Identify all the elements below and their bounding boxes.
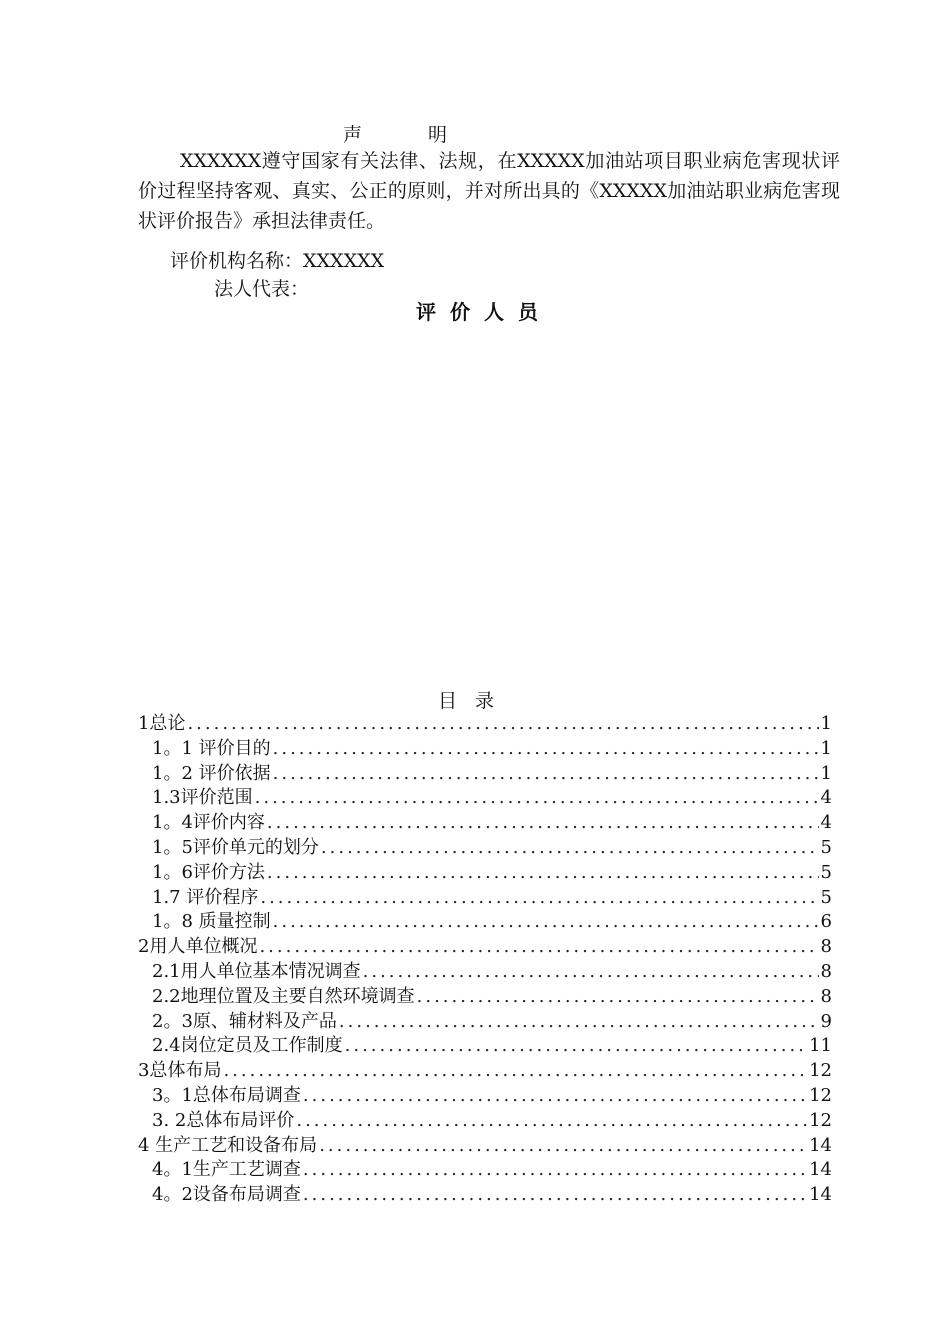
toc-entry-label: 2.2地理位置及主要自然环境调查 [152,985,415,1007]
toc-entry-page: 1 [820,713,832,734]
toc-entry-page: 5 [820,836,832,858]
toc-entry-label: 2。3原、辅材料及产品 [152,1010,337,1032]
toc-leader-dots [187,712,818,737]
legal-representative-line: 法人代表： [214,278,310,300]
toc-entry-page: 4 [820,812,832,834]
toc-entry[interactable] [138,1010,832,1035]
toc-entry-label: 3. 2总体布局评价 [152,1109,295,1131]
toc-entry-label: 2用人单位概况 [138,936,258,958]
toc-entry-label: 1。8 质量控制 [152,911,271,933]
toc-leader-dots [339,1010,819,1035]
toc-entry-label: 2.4岗位定员及工作制度 [152,1035,343,1057]
toc-entry-label: 1.3评价范围 [152,787,253,809]
toc-entry[interactable] [138,1059,832,1084]
toc-entry-page: 8 [820,960,832,982]
evaluation-org-line: 评价机构名称：XXXXXX [170,250,385,272]
toc-entry-label: 2.1用人单位基本情况调查 [152,960,361,982]
toc-entry-label: 3总体布局 [138,1060,222,1082]
toc-leader-dots [321,836,819,861]
toc-entry-label: 1.7 评价程序 [152,886,259,908]
toc-entry[interactable] [138,960,832,985]
evaluators-title: 评价人员 [416,300,552,324]
toc-entry-page: 14 [809,1184,832,1206]
toc-entry-label: 1总论 [138,713,186,734]
toc-leader-dots [417,985,819,1010]
toc-entry[interactable] [138,1183,832,1208]
toc-entry[interactable] [138,811,832,836]
toc-entry-label: 1。5评价单元的划分 [152,836,319,858]
toc-entry[interactable] [138,935,832,960]
toc-entry-page: 12 [809,1084,832,1106]
toc-leader-dots [267,861,819,886]
toc-leader-dots [296,1109,807,1134]
toc-entry[interactable] [138,910,832,935]
toc-entry-label: 4 生产工艺和设备布局 [138,1134,318,1156]
toc-leader-dots [363,960,819,985]
toc-title: 目录 [437,690,512,712]
toc-entry[interactable] [138,861,832,886]
toc-leader-dots [255,786,819,811]
toc-entry-label: 1。6评价方法 [152,861,265,883]
declaration-title: 声 明 [342,124,478,146]
table-of-contents [138,712,832,1208]
toc-leader-dots [319,1134,807,1159]
toc-entry-page: 12 [809,1109,832,1131]
toc-entry[interactable] [138,737,832,762]
toc-leader-dots [259,935,818,960]
toc-entry-label: 3。1总体布局调查 [152,1084,301,1106]
toc-entry-page: 11 [809,1035,832,1057]
toc-entry-label: 4。2设备布局调查 [152,1184,301,1206]
toc-entry-label: 4。1生产工艺调查 [152,1159,301,1181]
toc-leader-dots [260,886,818,911]
toc-leader-dots [273,737,819,762]
toc-entry[interactable] [138,1134,832,1159]
toc-leader-dots [273,762,819,787]
toc-entry-page: 6 [820,911,832,933]
toc-entry-page: 8 [820,985,832,1007]
toc-leader-dots [223,1059,807,1084]
toc-entry[interactable] [138,786,832,811]
toc-entry[interactable] [138,1084,832,1109]
toc-entry-page: 4 [820,787,832,809]
toc-entry[interactable] [138,762,832,787]
toc-entry[interactable] [138,836,832,861]
toc-entry[interactable] [138,1034,832,1059]
toc-entry-label: 1。2 评价依据 [152,762,271,784]
toc-leader-dots [267,811,819,836]
toc-entry[interactable] [138,712,832,737]
toc-entry-page: 5 [820,861,832,883]
toc-entry-label: 1。4评价内容 [152,812,265,834]
toc-entry-page: 12 [809,1060,832,1082]
declaration-body: XXXXXX遵守国家有关法律、法规，在XXXXX加油站项目职业病危害现状评价过程坚持客观、真实、公正的原则，并对所出具的《XXXXX加油站职业病危害现状评价报告》承担法律责任。 [138,150,840,232]
toc-entry-page: 14 [809,1159,832,1181]
toc-entry-page: 1 [820,762,832,784]
toc-entry-page: 9 [820,1010,832,1032]
toc-leader-dots [345,1034,807,1059]
toc-leader-dots [303,1183,807,1208]
toc-leader-dots [303,1084,807,1109]
toc-entry[interactable] [138,1109,832,1134]
toc-entry-page: 5 [820,886,832,908]
toc-leader-dots [303,1158,807,1183]
toc-entry[interactable] [138,886,832,911]
toc-entry-page: 14 [809,1134,832,1156]
toc-entry-page: 1 [820,737,832,759]
toc-entry-page: 8 [820,936,832,958]
toc-entry[interactable] [138,1158,832,1183]
toc-entry-label: 1。1 评价目的 [152,737,271,759]
toc-entry[interactable] [138,985,832,1010]
toc-leader-dots [273,910,819,935]
